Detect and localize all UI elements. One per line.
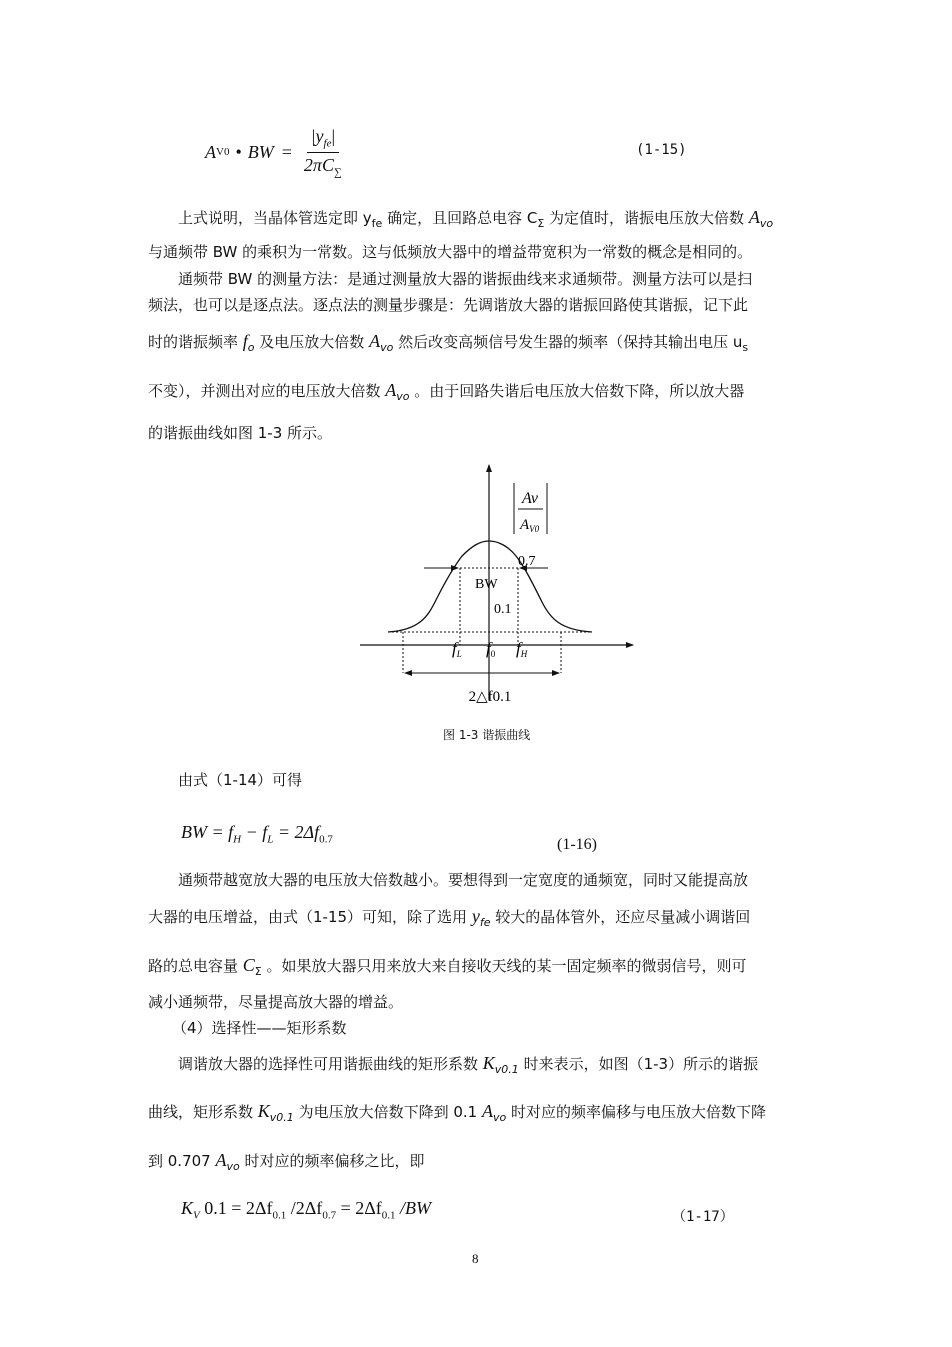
label-0-7: 0.7 [518,554,536,569]
eq15-dot: • [235,141,242,162]
eq15-lhs-sub: V0 [216,146,230,158]
para2-avo: A [369,331,381,351]
para1-avo-sub: vo [759,217,774,230]
para4-yfe-sub: fe [479,916,491,929]
para4-line1: 通频带越宽放大器的电压放大倍数越小。要想得到一定宽度的通频宽，同时又能提高放 [178,871,749,889]
para5-text-b: 时来表示，如图（1-3）所示的谐振 [518,1055,759,1073]
eq15-lhs-var: A [205,141,216,162]
para2-f0: f [242,331,248,351]
eq17-sub-2: 0.7 [322,1209,337,1222]
eq15-bw: BW [247,141,274,162]
para2-us-sub: s [742,341,749,354]
eq17-sub-3: 0.1 [381,1209,396,1222]
eq16-text-a: BW = f [181,822,234,842]
para5-line3 [148,1150,425,1177]
para1-line1 [178,207,773,234]
para4-csig: C [242,955,255,975]
equation-1-17 [181,1198,431,1222]
para5-avo-2: A [215,1150,227,1170]
para2-avo-sub: vo [380,341,394,354]
figure-caption: 图 1-3 谐振曲线 [443,728,531,742]
eq15-fraction [300,126,346,178]
label-f0: f0 [486,639,496,659]
eq15-den-sub: ∑ [333,166,342,179]
para5-text-c: 曲线，矩形系数 [148,1103,258,1121]
eq17-text-e: /BW [395,1198,432,1218]
para2-text-c: 然后改变高频信号发生器的频率（保持其输出电压 u [393,333,743,351]
para1-avo: A [748,207,760,227]
eq16-sub-l: L [267,833,274,846]
eq17-number: （1-17） [672,1209,734,1225]
section-4-heading: （4）选择性——矩形系数 [172,1019,347,1037]
para5-text-g: 时对应的频率偏移之比，即 [239,1152,425,1170]
para2-text-a: 时的谐振频率 [148,333,243,351]
para3: 由式（1-14）可得 [178,771,303,789]
para5-text-a: 调谐放大器的选择性可用谐振曲线的矩形系数 [178,1055,483,1073]
eq15-num-close: | [331,125,336,146]
label-0-1: 0.1 [494,602,512,617]
para2-text-e: 。由于回路失谐后电压放大倍数下降，所以放大器 [409,382,745,400]
eq17-text-d: = 2Δf [336,1198,382,1218]
para2-avo-2: A [385,380,397,400]
para5-text-e: 时对应的频率偏移与电压放大倍数下降 [506,1103,767,1121]
para1-text-b: 确定，且回路总电容 C [382,209,538,227]
eq16-text-b: − f [241,822,268,842]
eq15-equals: = [281,141,292,162]
para5-k-sub-2: v0.1 [269,1111,294,1124]
eq15-num-sub: fe [323,137,332,150]
eq16-sub-h: H [233,833,242,846]
para1-line2: 与通频带 BW 的乘积为一常数。这与低频放大器中的增益带宽积为一常数的概念是相同的。 [148,243,753,261]
para5-k: K [482,1053,495,1073]
para2-avo-sub-2: vo [396,390,410,403]
para5-k-sub: v0.1 [494,1063,519,1076]
eq15-numerator: |y [310,125,324,146]
eq16-number: (1-16) [557,836,597,853]
para2-line3 [148,331,748,358]
label-fl: fL [452,639,462,659]
para1-csig-sub: Σ [537,217,545,230]
para5-k-2: K [257,1101,270,1121]
eq15-denominator: 2πC [303,154,334,175]
resonance-curve-figure [350,455,650,715]
eq17-sub-v: V [193,1209,200,1222]
para5-text-f: 到 0.707 [148,1152,216,1170]
para4-yfe: y [471,906,480,926]
para2-f0-sub: o [247,341,255,354]
para2-line2: 频法，也可以是逐点法。逐点法的测量步骤是：先调谐放大器的谐振回路使其谐振，记下此 [148,296,749,314]
para5-line2 [148,1101,766,1128]
eq16-text-c: = 2Δf [273,822,320,842]
para2-line5: 的谐振曲线如图 1-3 所示。 [148,424,333,442]
eq15-number: (1-15) [636,142,687,158]
para4-text-d: 。如果放大器只用来放大来自接收天线的某一固定频率的微弱信号，则可 [261,957,747,975]
yaxis-label-denominator: $A_{V0}$ [520,517,540,534]
equation-1-16 [181,822,333,846]
equation-1-15 [205,120,346,184]
yaxis-label-numerator: Av [522,490,538,507]
para4-text-a: 大器的电压增益，由式（1-15）可知，除了选用 [148,908,472,926]
eq17-text-a: K [181,1198,194,1218]
para5-text-d: 为电压放大倍数下降到 0.1 [293,1103,482,1121]
eq16-sub-07: 0.7 [319,833,333,846]
eq17-text-b: 0.1 = 2Δf [199,1198,273,1218]
para2-text-d: 不变），并测出对应的电压放大倍数 [148,382,386,400]
para4-line4: 减小通频带，尽量提高放大器的增益。 [148,993,404,1011]
para4-line3 [148,955,747,982]
para5-avo-sub: vo [492,1111,507,1124]
para4-text-c: 路的总电容量 [148,957,243,975]
para1-yfe-sub: fe [371,217,383,230]
para5-avo: A [481,1101,493,1121]
eq17-text-c: /2Δf [286,1198,323,1218]
para2-line1: 通频带 BW 的测量方法：是通过测量放大器的谐振曲线来求通频带。测量方法可以是扫 [178,270,753,288]
eq17-sub-1: 0.1 [272,1209,287,1222]
para2-line4 [148,380,744,407]
para5-avo-sub-2: vo [226,1160,240,1173]
para5-line1 [178,1053,758,1080]
label-2-delta-f01: 2△f0.1 [468,689,512,705]
para4-line2 [148,906,750,933]
para1-text-c: 为定值时，谐振电压放大倍数 [544,209,749,227]
para4-text-b: 较大的晶体管外，还应尽量减小调谐回 [490,908,751,926]
para2-text-b: 及电压放大倍数 [254,333,370,351]
label-fh: fH [516,639,528,659]
para4-csig-sub: Σ [254,965,262,978]
page-number: 8 [472,1251,479,1266]
para1-text-a: 上式说明，当晶体管选定即 y [178,209,372,227]
label-bw: BW [475,577,498,592]
